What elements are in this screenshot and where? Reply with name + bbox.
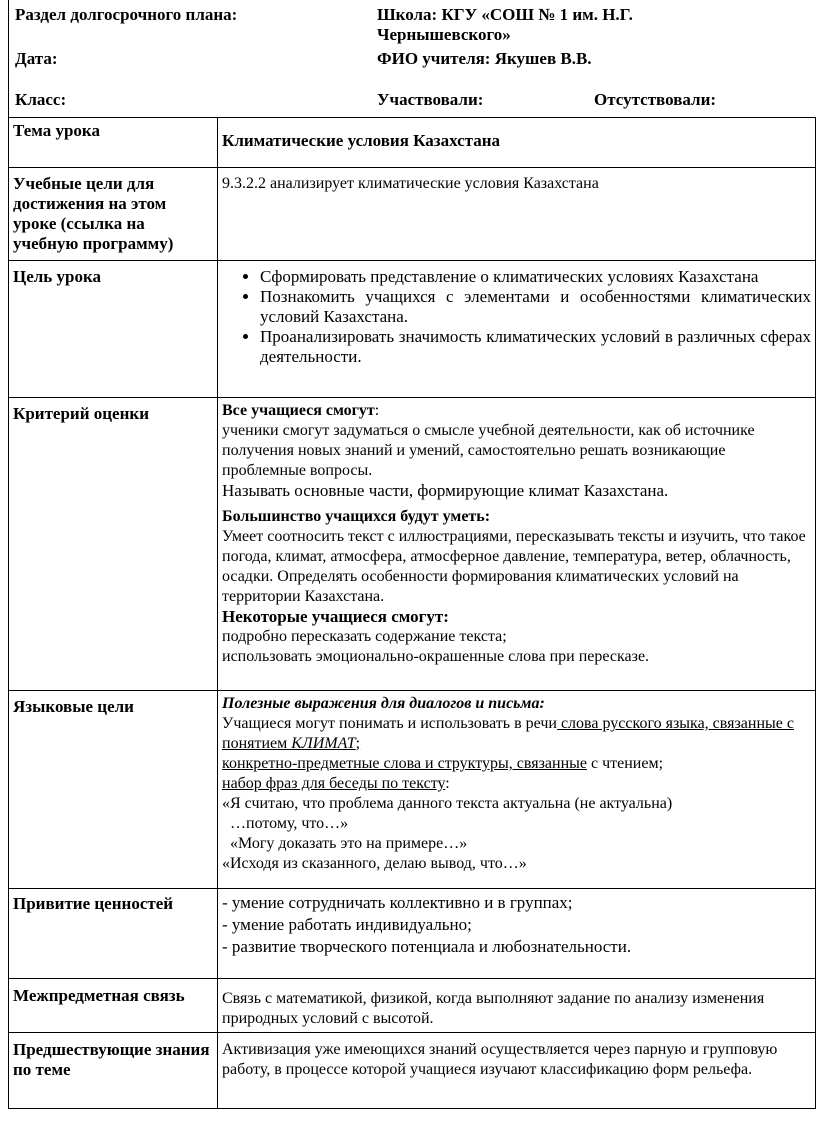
values-l2: - умение работать индивидуально; — [222, 915, 472, 934]
present-label: Участвовали: — [377, 90, 484, 109]
school-label-cont: Чернышевского» — [377, 25, 511, 44]
language-title: Полезные выражения для диалогов и письма: — [222, 695, 545, 712]
language-t6: «Могу доказать это на примере…» — [222, 835, 468, 852]
language-t1d: ; — [355, 735, 361, 752]
aim-list — [222, 267, 811, 367]
aim-item: • Познакомить учащихся с элементами и особенностями климатических условий Казахстана. — [260, 287, 811, 327]
aim-item: • Сформировать представление о климатических условиях Казахстана — [260, 267, 811, 287]
criteria-some-1: подробно пересказать содержание текста; — [222, 628, 507, 645]
language-t5: …потому, что…» — [222, 815, 349, 832]
row-goals — [9, 168, 816, 261]
language-t1c: КЛИМАТ — [291, 735, 356, 752]
criteria-most-title: Большинство учащихся будут уметь: — [222, 508, 491, 525]
prior-value: Активизация уже имеющихся знаний осуществляется через парную и групповую работу, в процессе которой учащиеся изучают классификацию форм рельефа. — [218, 1033, 816, 1109]
language-t1b: слова русского языка, связанные с понятием — [222, 715, 794, 752]
criteria-all-title: Все учащиеся смогут — [222, 402, 375, 419]
aim-item: • Проанализировать значимость климатических условий в различных сферах деятельности. — [260, 327, 811, 367]
criteria-label: Критерий оценки — [9, 398, 218, 691]
criteria-some-title: Некоторые учащиеся смогут: — [222, 607, 449, 626]
row-aim — [9, 261, 816, 398]
values-l1: - умение сотрудничать коллективно и в группах; — [222, 893, 573, 912]
language-t3b: : — [445, 775, 450, 792]
lesson-plan-table — [8, 117, 816, 1109]
prior-label: Предшествующие знания по теме — [9, 1033, 218, 1109]
values-l3: - развитие творческого потенциала и любознательности. — [222, 937, 632, 956]
aim-value — [218, 261, 816, 398]
language-label: Языковые цели — [9, 691, 218, 889]
language-t4: «Я считаю, что проблема данного текста актуальна (не актуальна) — [222, 795, 673, 812]
row-criteria — [9, 398, 816, 691]
row-language — [9, 691, 816, 889]
row-cross — [9, 979, 816, 1033]
criteria-most-text: Умеет соотносить текст с иллюстрациями, пересказывать тексты и изучить, что такое погода, климат, атмосфера, атмосферное давление, температура, ветер, облачность, осадки. Определять особенности формирования климатических условий на территории Казахстана. — [222, 528, 806, 605]
goals-label: Учебные цели для достижения на этом уроке (ссылка на учебную программу) — [9, 168, 218, 261]
language-t7: «Исходя из сказанного, делаю вывод, что…» — [222, 855, 527, 872]
section-label: Раздел долгосрочного плана: — [15, 5, 238, 24]
criteria-all-colon: : — [374, 402, 380, 419]
language-value — [218, 691, 816, 889]
language-t3a: набор фраз для беседы по тексту — [222, 775, 446, 792]
language-t2a: конкретно-предметные слова и структуры, связанные — [222, 755, 587, 772]
cross-label: Межпредметная связь — [9, 979, 218, 1033]
school-label: Школа: КГУ «СОШ № 1 им. Н.Г. — [377, 5, 633, 24]
class-label: Класс: — [15, 90, 67, 109]
lesson-plan-header — [8, 0, 816, 118]
row-prior — [9, 1033, 816, 1109]
language-t2b: с чтением; — [586, 755, 664, 772]
criteria-all-text-2: Называть основные части, формирующие климат Казахстана. — [222, 481, 669, 500]
topic-text: Климатические условия Казахстана — [222, 131, 501, 150]
row-values — [9, 889, 816, 979]
criteria-all-text: ученики смогут задуматься о смысле учебной деятельности, как об источнике получения новых знаний и умений, самостоятельно решать возникающие проблемные вопросы. — [222, 422, 755, 479]
values-label: Привитие ценностей — [9, 889, 218, 979]
criteria-value — [218, 398, 816, 691]
row-topic — [9, 118, 816, 168]
goals-value: 9.3.2.2 анализирует климатические условия Казахстана — [218, 168, 816, 261]
topic-value — [218, 118, 816, 168]
cross-value: Связь с математикой, физикой, когда выполняют задание по анализу изменения природных условий с высотой. — [218, 979, 816, 1033]
topic-label: Тема урока — [9, 118, 218, 168]
absent-label: Отсутствовали: — [594, 90, 717, 109]
teacher-label: ФИО учителя: Якушев В.В. — [377, 49, 592, 68]
criteria-some-2: использовать эмоционально-окрашенные слова при пересказе. — [222, 648, 650, 665]
values-value — [218, 889, 816, 979]
aim-label: Цель урока — [9, 261, 218, 398]
date-label: Дата: — [15, 49, 58, 68]
language-t1a: Учащиеся могут понимать и использовать в речи — [222, 715, 557, 732]
